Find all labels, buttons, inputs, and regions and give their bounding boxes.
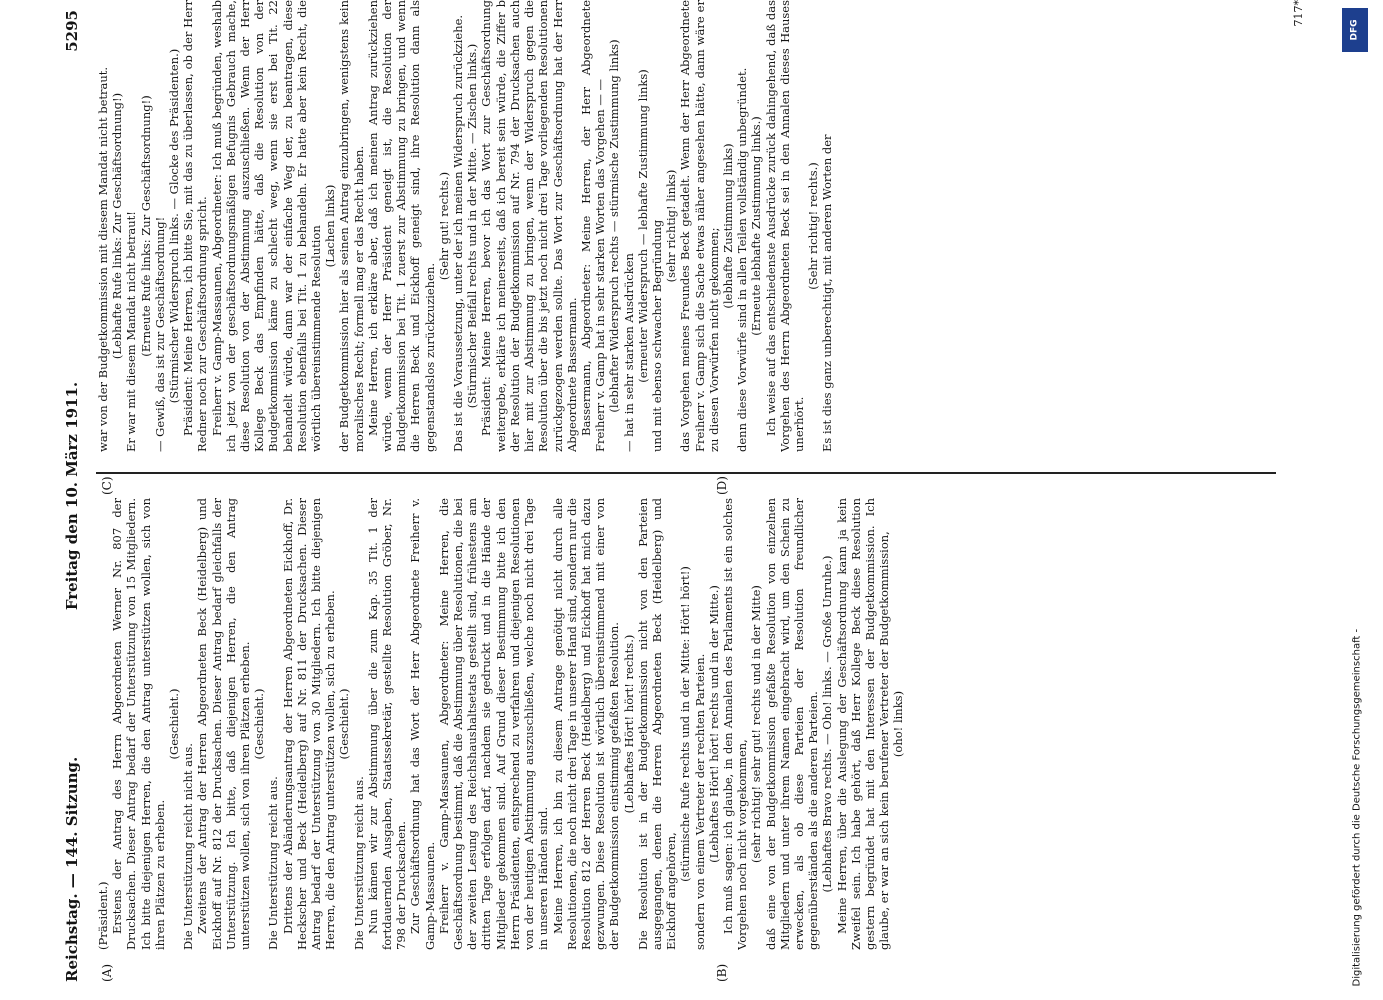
paragraph: war von der Budgetkommission mit diesem Mandat nicht betraut. bbox=[96, 66, 110, 452]
paragraph: (Lebhaftes Hört! hört! rechts und in der Mitte.) bbox=[706, 585, 721, 863]
paragraph: (Lebhaftes Bravo rechts. — Oho! links. — Große Unruhe.) bbox=[820, 555, 835, 893]
paragraph: Erstens der Antrag des Herrn Abgeordneten Werner Nr. 807 der Drucksachen. Dieser Antrag bedarf der Unterstützung von 15 Mitgliedern. Ich bitte diejenigen Herren, die den Antrag unterstützen wollen, sich von ihren Plätzen zu erheben. bbox=[110, 498, 167, 950]
paragraph: Die Resolution ist in der Budgetkommission nicht von den Parteien ausgegangen, denen die Herren Abgeordneten Beck (Heidelberg) und Eickhoff angehören, bbox=[635, 498, 679, 950]
paragraph: das Vorgehen meines Freundes Beck getadelt. Wenn der Herr Abgeordnete Freiherr v. Gamp sich die Sache etwas näher angesehen hätte, dann wäre er zu diesen Vorwürfen nicht gekommen; bbox=[678, 0, 721, 452]
paragraph: denn diese Vorwürfe sind in allen Teilen vollständig unbegründet. bbox=[735, 67, 750, 452]
text-column-right bbox=[96, 0, 1291, 452]
paragraph: Es ist dies ganz unberechtigt, mit anderen Worten der bbox=[820, 134, 835, 452]
paragraph: (Lachen links) bbox=[323, 184, 338, 268]
paragraph: Zur Geschäftsordnung hat das Wort der Herr Abgeordnete Freiherr v. Gamp-Massaunen. bbox=[408, 498, 437, 950]
paragraph: (oho! links) bbox=[891, 690, 906, 758]
paragraph: Bassermann, Abgeordneter: Meine Herren, der Herr Abgeordnete Freiherr v. Gamp hat in sehr starken Worten das Vorgehen — — bbox=[578, 0, 608, 452]
paragraph: (sehr richtig! sehr gut! rechts und in der Mitte) bbox=[749, 585, 764, 863]
paragraph: (lebhafter Widerspruch rechts — stürmische Zustimmung links) bbox=[607, 39, 622, 413]
paragraph: (Stürmischer Beifall rechts und in der Mitte. — Zischen links.) bbox=[465, 43, 480, 409]
paragraph: (Lebhafte Rufe links: Zur Geschäftsordnung!) bbox=[110, 92, 125, 360]
digitization-note: Digitalisierung gefördert durch die Deutsche Forschungsgemeinschaft - bbox=[1351, 628, 1363, 987]
paragraph: Meine Herren, über die Auslegung der Geschäftsordnung kann ja kein Zweifel sein. Ich habe gehört, daß Herr Kollege Beck diese Resolution gestern begründet hat mit den Interessen der Budgetkommission. Ich glaube, er war an sich kein berufener Vertreter der Budgetkommission, bbox=[834, 498, 892, 950]
paragraph: Meine Herren, ich erkläre aber, daß ich meinen Antrag zurückziehen würde, wenn der Herr Präsident geneigt ist, die Resolution der Budgetkommission bei Tit. 1 zuerst zur Abstimmung zu bringen, und wenn die Herren Beck und Eickhoff geneigt sind, ihre Resolution dann als gegenstandslos zurückzuziehen. bbox=[365, 0, 437, 452]
paragraph: Die Unterstützung reicht aus. bbox=[351, 776, 366, 950]
column-divider bbox=[96, 472, 1276, 474]
margin-marker-d: (D) bbox=[715, 476, 729, 495]
paragraph: der Budgetkommission hier als seinen Antrag einzubringen, wenigstens kein moralisches Recht; formell mag er das Recht haben. bbox=[337, 0, 366, 452]
paragraph: Freiherr v. Gamp-Massaunen, Abgeordneter: Ich muß begründen, weshalb ich jetzt von der geschäftsordnungsmäßigen Befugnis Gebrauch mache, diese Resolution von der Abstimmung auszuschließen. Wenn der Herr Kollege Beck das Empfinden hätte, daß die Resolution von der Budgetkommission käme zu schlecht weg, wenn sie erst bei Tit. 22 behandelt würde, dann war der einfache Weg der, zu beantragen, diese Resolution ebenfalls bei Tit. 1 zu behandeln. Er hatte aber kein Recht, die wörtlich übereinstimmende Resolution bbox=[209, 0, 324, 452]
paragraph: Meine Herren, ich bin zu diesem Antrage genötigt nicht durch alle Resolutionen, die noch nicht drei Tage in unserer Hand sind, sondern nur die Resolution 812 der Herren Beck (Heidelberg) und Eickhoff hat mich dazu gezwungen. Diese Resolution ist wörtlich übereinstimmend mit einer von der Budgetkommission einstimmig gefaßten Resolution. bbox=[550, 498, 622, 950]
header-session: Reichstag. — 144. Sitzung. bbox=[63, 756, 81, 982]
paragraph: Ich weise auf das entschiedenste Ausdrücke zurück dahingehend, daß das Vorgehen des Herrn Abgeordneten Beck sei in den Annalen dieses Hauses unerhört. bbox=[763, 0, 806, 452]
page-content bbox=[60, 0, 1315, 1000]
text-column-left bbox=[96, 498, 1291, 950]
paragraph: — hat in sehr starken Ausdrücken bbox=[621, 253, 636, 452]
paragraph: sondern von einem Vertreter der rechten Parteien. bbox=[692, 653, 707, 950]
paragraph: (stürmische Rufe rechts und in der Mitte: Hört! hört!) bbox=[678, 566, 693, 882]
paragraph: daß eine von der Budgetkommission gefaßte Resolution von einzelnen Mitgliedern und unter ihrem Namen eingebracht wird, um den Schein zu erwecken, als ob diese Parteien der Resolution freundlicher gegenüberständen als die anderen Parteien. bbox=[763, 498, 821, 950]
page-header bbox=[60, 10, 84, 982]
paragraph: (lebhafte Zustimmung links) bbox=[720, 143, 735, 309]
paragraph: Die Unterstützung reicht aus. bbox=[266, 776, 281, 950]
paragraph: Präsident: Meine Herren, bevor ich das Wort zur Geschäftsordnung weitergebe, erkläre ich meinerseits, daß ich bereit sein würde, die Ziffer b der Resolution der Budgetkommission auf Nr. 794 der Drucksachen auch hier mit zur Abstimmung zu bringen, wenn der Widerspruch gegen die Resolution über die bis jetzt noch nicht drei Tage vorliegenden Resolutionen zurückgezogen werden sollte. Das Wort zur Geschäftsordnung hat der Herr Abgeordnete Bassermann. bbox=[479, 0, 579, 452]
dfg-logo: DFG bbox=[1342, 8, 1368, 52]
header-date: Freitag den 10. März 1911. bbox=[63, 381, 81, 611]
margin-marker-a: (A) bbox=[100, 963, 114, 982]
paragraph: und mit ebenso schwacher Begründung bbox=[649, 219, 664, 452]
paragraph: Er war mit diesem Mandat nicht betraut! bbox=[124, 211, 139, 452]
paragraph: (Präsident.) bbox=[96, 881, 110, 950]
paragraph: Nun kämen wir zur Abstimmung über die zum Kap. 35 Tit. 1 der fortdauernden Ausgaben, Staatssekretär, gestellte Resolution Gröber, Nr. 798 der Drucksachen. bbox=[365, 498, 409, 950]
paragraph: Ich muß sagen: ich glaube, in den Annalen des Parlaments ist ein solches Vorgehen noch nicht vorgekommen, bbox=[720, 498, 750, 950]
page-mark: 717* bbox=[1292, 0, 1305, 27]
paragraph: Zweitens der Antrag der Herren Abgeordneten Beck (Heidelberg) und Eickhoff auf Nr. 812 der Drucksachen. Dieser Antrag bedarf gleichfalls der Unterstützung. Ich bitte, daß diejenigen Herren, die den Antrag unterstützen wollen, sich von ihren Plätzen erheben. bbox=[195, 498, 253, 950]
paragraph: — Gewiß, das ist zur Geschäftsordnung! bbox=[152, 216, 167, 452]
margin-marker-b: (B) bbox=[715, 963, 729, 982]
rotated-newspaper-page bbox=[60, 0, 1315, 1000]
paragraph: (Geschieht.) bbox=[337, 688, 352, 760]
header-page-number: 5295 bbox=[63, 10, 81, 52]
paragraph: (Erneute Rufe links: Zur Geschäftsordnung!) bbox=[138, 95, 153, 357]
paragraph: (Geschieht.) bbox=[252, 688, 267, 760]
margin-marker-c: (C) bbox=[100, 476, 114, 495]
paragraph: Die Unterstützung reicht nicht aus. bbox=[181, 743, 196, 950]
paragraph: Freiherr v. Gamp-Massaunen, Abgeordneter: Meine Herren, die Geschäftsordnung bestimmt, daß die Abstimmung über Resolutionen, die bei der zweiten Lesung des Reichshaushaltsetats gestellt sind, frühestens am dritten Tage erfolgen darf, nachdem sie gedruckt und in die Hände der Mitglieder gekommen sind. Auf Grund dieser Bestimmung bitte ich den Herrn Präsidenten, entsprechend zu verfahren und diejenigen Resolutionen von der heutigen Abstimmung auszuschließen, welche noch nicht drei Tage in unseren Händen sind. bbox=[436, 498, 551, 950]
paragraph: Präsident: Meine Herren, ich bitte Sie, mit das zu überlassen, ob der Herr Redner noch zur Geschäftsordnung spricht. bbox=[181, 0, 210, 452]
paragraph: (Sehr gut! rechts.) bbox=[436, 171, 451, 281]
paragraph: (Sehr richtig! rechts.) bbox=[806, 162, 821, 290]
paragraph: (Erneute lebhafte Zustimmung links.) bbox=[749, 116, 764, 336]
paragraph: (Geschieht.) bbox=[167, 688, 182, 760]
paragraph: (Stürmischer Widerspruch links. — Glocke des Präsidenten.) bbox=[167, 48, 182, 404]
paragraph: Das ist die Voraussetzung, unter der ich meinen Widerspruch zurückziehe. bbox=[451, 14, 466, 452]
paragraph: (erneuter Widerspruch — lebhafte Zustimmung links) bbox=[635, 69, 650, 383]
paragraph: Drittens der Abänderungsantrag der Herren Abgeordneten Eickhoff, Dr. Heckscher und Beck (Heidelberg) auf Nr. 811 der Drucksachen. Dieser Antrag bedarf der Unterstützung von 30 Mitgliedern. Ich bitte diejenigen Herren, die den Antrag unterstützen wollen, sich zu erheben. bbox=[280, 498, 338, 950]
paragraph: (sehr richtig! links) bbox=[664, 169, 679, 283]
paragraph: (Lebhaftes Hört! hört! rechts.) bbox=[621, 634, 636, 814]
